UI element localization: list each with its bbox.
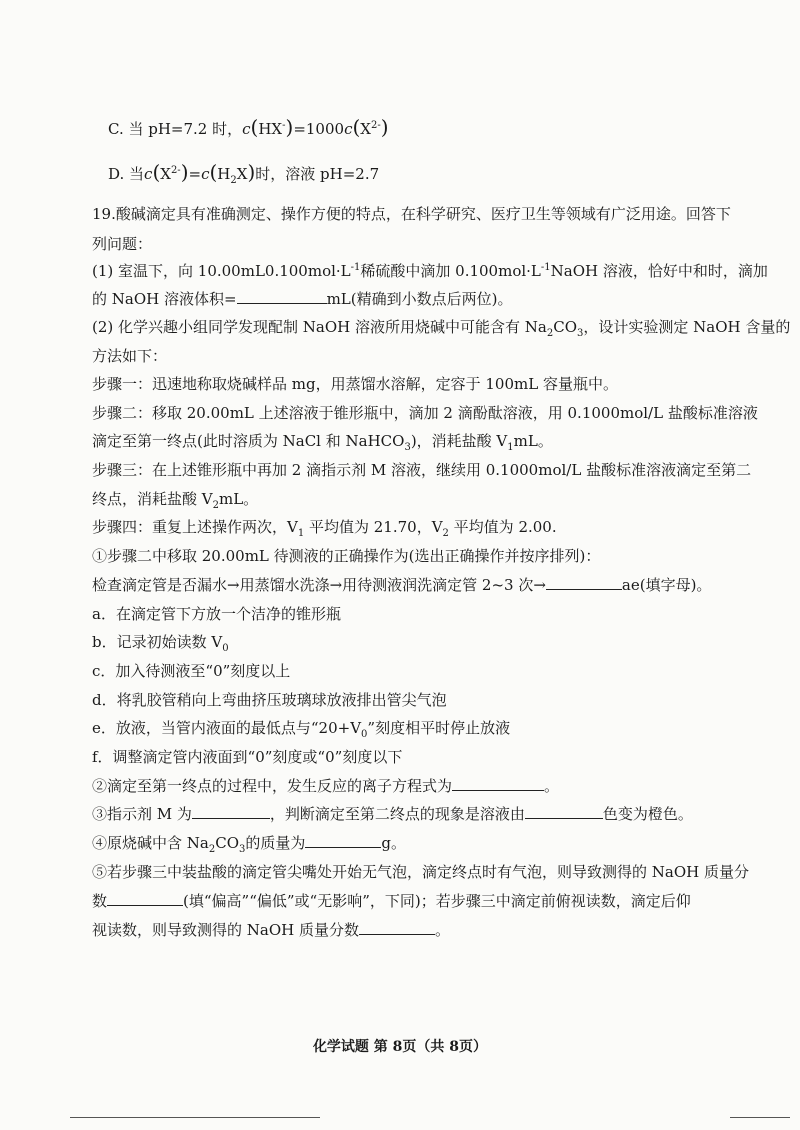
q19-part1-line1: (1) 室温下，向 $10.00mL0.100mol\cdot L^{-1}$稀硫酸中滴加 $0.100mol\cdot L^{-1}NaOH$ 溶液，恰好中和时，滴加 bbox=[92, 262, 768, 280]
answer-blank-effect-2[interactable] bbox=[359, 920, 435, 935]
subq-5-line1: ⑤若步骤三中装盐酸的滴定管尖嘴处开始无气泡，滴定终点时有气泡，则导致测得的 NaOH 质量分 bbox=[92, 863, 749, 881]
step-3-line2: 终点，消耗盐酸 $V_2mL$。 bbox=[92, 490, 259, 511]
step-3-line1: 步骤三：在上述锥形瓶中再加 2 滴指示剂 M 溶液，继续用 0.1000mol/L 盐酸标准溶液滴定至第二 bbox=[92, 461, 752, 479]
answer-blank-effect-1[interactable] bbox=[107, 891, 183, 906]
q19-part2-line2: 方法如下： bbox=[92, 347, 168, 365]
answer-blank-equation[interactable] bbox=[452, 776, 544, 791]
step-4: 步骤四：重复上述操作两次，$V_1$ 平均值为 21.70，$V_2$ 平均值为 2.00. bbox=[92, 518, 557, 539]
q19-intro-1: 19.酸碱滴定具有准确测定、操作方便的特点，在科学研究、医疗卫生等领域有广泛用途。回答下 bbox=[92, 205, 731, 223]
subq-5-line2: 数 (填“偏高”“偏低”或“无影响”，下同)；若步骤三中滴定前俯视读数，滴定后仰 bbox=[92, 892, 691, 910]
answer-blank-sequence[interactable] bbox=[546, 575, 622, 590]
option-d: D. 当$c(X^{2-})=c(H_2X)$时，溶液 pH=2.7 bbox=[108, 160, 380, 186]
scan-artifact-left bbox=[70, 1117, 320, 1118]
answer-blank-color[interactable] bbox=[525, 804, 603, 819]
subq-3: ③指示剂 M 为 ，判断滴定至第二终点的现象是溶液由 色变为橙色。 bbox=[92, 805, 693, 823]
subq-5-line3: 视读数，则导致测得的 NaOH 质量分数 。 bbox=[92, 921, 450, 939]
choice-a: a．在滴定管下方放一个洁净的锥形瓶 bbox=[92, 605, 341, 623]
choice-d: d．将乳胶管稍向上弯曲挤压玻璃球放液排出管尖气泡 bbox=[92, 691, 447, 709]
q19-intro-2: 列问题： bbox=[92, 235, 153, 253]
option-c: C. 当 pH=7.2 时，$c(HX^-)=1000c(X^{2-})$ bbox=[108, 115, 389, 139]
choice-f: f．调整滴定管内液面到“0”刻度或“0”刻度以下 bbox=[92, 748, 403, 766]
step-1: 步骤一：迅速地称取烧碱样品 mg，用蒸馏水溶解，定容于 100mL 容量瓶中。 bbox=[92, 375, 618, 393]
choice-c: c．加入待测液至“0”刻度以上 bbox=[92, 662, 291, 680]
step-2-line1: 步骤二：移取 20.00mL 上述溶液于锥形瓶中，滴加 2 滴酚酞溶液，用 0.1000mol/L 盐酸标准溶液 bbox=[92, 404, 758, 422]
answer-blank-indicator[interactable] bbox=[192, 804, 270, 819]
q19-part1-line2: 的 NaOH 溶液体积= mL(精确到小数点后两位)。 bbox=[92, 290, 513, 308]
subq-4: ④原烧碱中含 $Na_2CO_3$的质量为 g。 bbox=[92, 834, 406, 855]
page-footer: 化学试题 第 8页（共 8页） bbox=[312, 1039, 488, 1055]
choice-b: b．记录初始读数 $V_0$ bbox=[92, 633, 229, 654]
subq-2: ②滴定至第一终点的过程中，发生反应的离子方程式为 。 bbox=[92, 777, 560, 795]
answer-blank-volume[interactable] bbox=[237, 289, 327, 304]
answer-blank-mass[interactable] bbox=[305, 833, 381, 848]
choice-e: e．放液，当管内液面的最低点与“$20+V_0$”刻度相平时停止放液 bbox=[92, 719, 511, 740]
scan-artifact-right bbox=[730, 1117, 790, 1118]
subq-1: ①步骤二中移取 20.00mL 待测液的正确操作为(选出正确操作并按序排列)： bbox=[92, 547, 601, 565]
q19-part2-line1: (2) 化学兴趣小组同学发现配制 NaOH 溶液所用烧碱中可能含有 $Na_2CO_3$，设计实验测定 NaOH 含量的 bbox=[92, 318, 791, 339]
step-2-line2: 滴定至第一终点(此时溶质为 NaCl 和 NaHCO$_3$)，消耗盐酸 $V_1mL$。 bbox=[92, 432, 553, 453]
subq-1-sequence: 检查滴定管是否漏水→用蒸馏水洗涤→用待测液润洗滴定管 2~3 次→ ae(填字母)。 bbox=[92, 576, 712, 594]
